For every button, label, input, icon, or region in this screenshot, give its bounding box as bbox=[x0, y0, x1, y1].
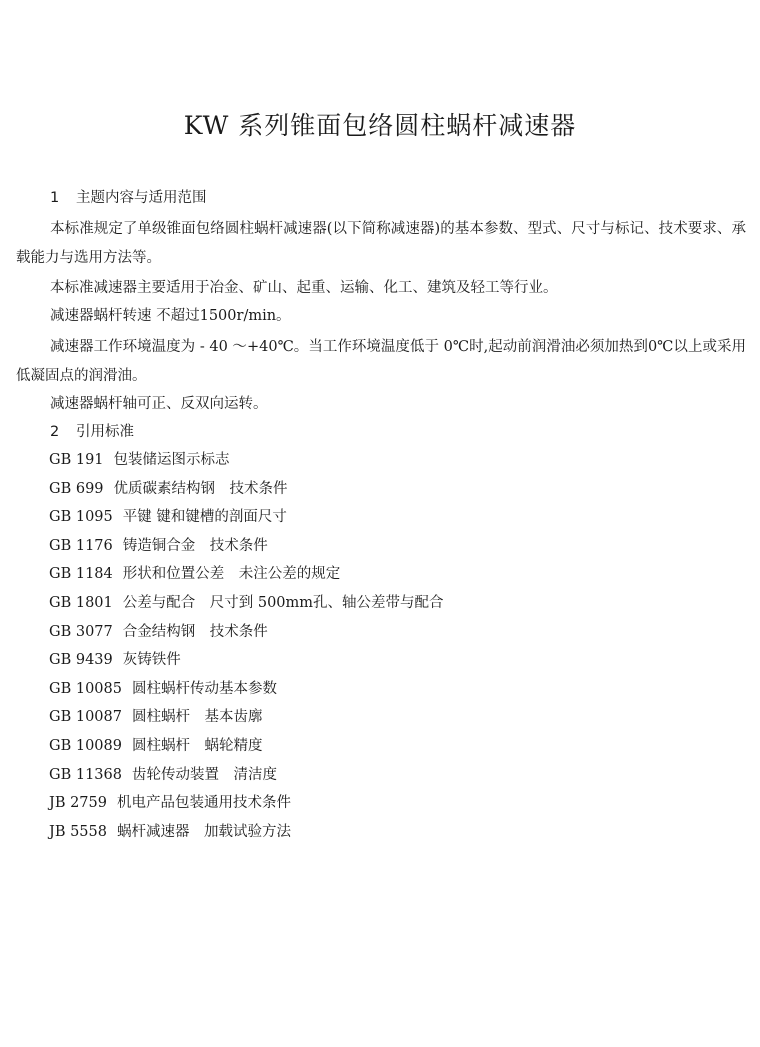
section-2-heading bbox=[50, 421, 134, 443]
standard-item bbox=[49, 535, 444, 564]
standard-item bbox=[49, 649, 444, 678]
standard-code: GB 3077 bbox=[49, 623, 113, 640]
standard-name: 圆柱蜗杆 基本齿廓 bbox=[131, 709, 263, 726]
standard-name: 合金结构钢 技术条件 bbox=[122, 623, 268, 640]
standard-name: 齿轮传动装置 清洁度 bbox=[131, 766, 277, 783]
standard-item bbox=[49, 506, 444, 535]
paragraph-scope bbox=[16, 215, 746, 272]
section-2-number: 2 bbox=[50, 424, 60, 440]
section-1-title: 主题内容与适用范围 bbox=[76, 190, 207, 206]
standard-item bbox=[49, 449, 444, 478]
standard-name: 蜗杆减速器 加载试验方法 bbox=[116, 823, 291, 840]
standard-code: JB 2759 bbox=[49, 795, 107, 812]
standard-name: 机电产品包装通用技术条件 bbox=[116, 795, 291, 812]
paragraph-speed bbox=[16, 305, 746, 327]
paragraph-temperature-text: 减速器工作环境温度为 - 40 ～+40℃。当工作环境温度低于 0℃时,起动前润滑油必须加热到0℃以上或采用低凝固点的润滑油。 bbox=[16, 339, 746, 384]
standard-name: 平键 键和键槽的剖面尺寸 bbox=[122, 509, 287, 526]
standard-code: GB 191 bbox=[49, 452, 104, 468]
standard-name: 优质碳素结构钢 技术条件 bbox=[113, 480, 288, 497]
section-1-number: 1 bbox=[50, 190, 60, 206]
standard-code: GB 699 bbox=[49, 480, 104, 497]
section-1-heading bbox=[50, 187, 207, 209]
standard-item bbox=[49, 764, 444, 793]
standard-code: JB 5558 bbox=[49, 823, 107, 840]
paragraph-temperature bbox=[16, 333, 746, 390]
document-title: KW 系列锥面包络圆柱蜗杆减速器 bbox=[183, 111, 577, 140]
standard-name: 灰铸铁件 bbox=[122, 652, 181, 669]
standard-code: GB 1801 bbox=[49, 594, 113, 611]
standard-item bbox=[49, 592, 444, 621]
standard-item bbox=[49, 678, 444, 707]
paragraph-scope-text: 本标准规定了单级锥面包络圆柱蜗杆减速器(以下简称减速器)的基本参数、型式、尺寸与标记、技术要求、承载能力与选用方法等。 bbox=[16, 221, 746, 266]
standard-item bbox=[49, 563, 444, 592]
standard-code: GB 1176 bbox=[49, 537, 113, 554]
standard-code: GB 10085 bbox=[49, 680, 122, 697]
standard-code: GB 1095 bbox=[49, 509, 113, 526]
standard-name: 圆柱蜗杆传动基本参数 bbox=[131, 680, 277, 697]
standard-code: GB 10089 bbox=[49, 737, 122, 754]
standard-name: 圆柱蜗杆 蜗轮精度 bbox=[131, 737, 263, 754]
standard-name: 形状和位置公差 未注公差的规定 bbox=[122, 566, 341, 583]
standard-item bbox=[49, 821, 444, 850]
standard-item bbox=[49, 735, 444, 764]
referenced-standards-list bbox=[49, 449, 444, 849]
standard-code: GB 1184 bbox=[49, 566, 113, 583]
paragraph-rotation-text: 减速器蜗杆轴可正、反双向运转。 bbox=[50, 396, 268, 412]
standard-code: GB 9439 bbox=[49, 652, 113, 669]
standard-item bbox=[49, 792, 444, 821]
standard-item bbox=[49, 706, 444, 735]
standard-name: 包装储运图示标志 bbox=[113, 452, 230, 468]
paragraph-rotation bbox=[16, 393, 746, 415]
paragraph-application bbox=[16, 277, 746, 299]
standard-code: GB 11368 bbox=[49, 766, 122, 783]
standard-name: 公差与配合 尺寸到 500mm孔、轴公差带与配合 bbox=[122, 594, 444, 611]
standard-item bbox=[49, 621, 444, 650]
standard-item bbox=[49, 478, 444, 507]
paragraph-speed-text: 减速器蜗杆转速 不超过1500r/min。 bbox=[50, 308, 291, 324]
paragraph-application-text: 本标准减速器主要适用于冶金、矿山、起重、运输、化工、建筑及轻工等行业。 bbox=[50, 280, 558, 296]
standard-name: 铸造铜合金 技术条件 bbox=[122, 537, 268, 554]
standard-code: GB 10087 bbox=[49, 709, 122, 726]
section-2-title: 引用标准 bbox=[76, 424, 134, 440]
